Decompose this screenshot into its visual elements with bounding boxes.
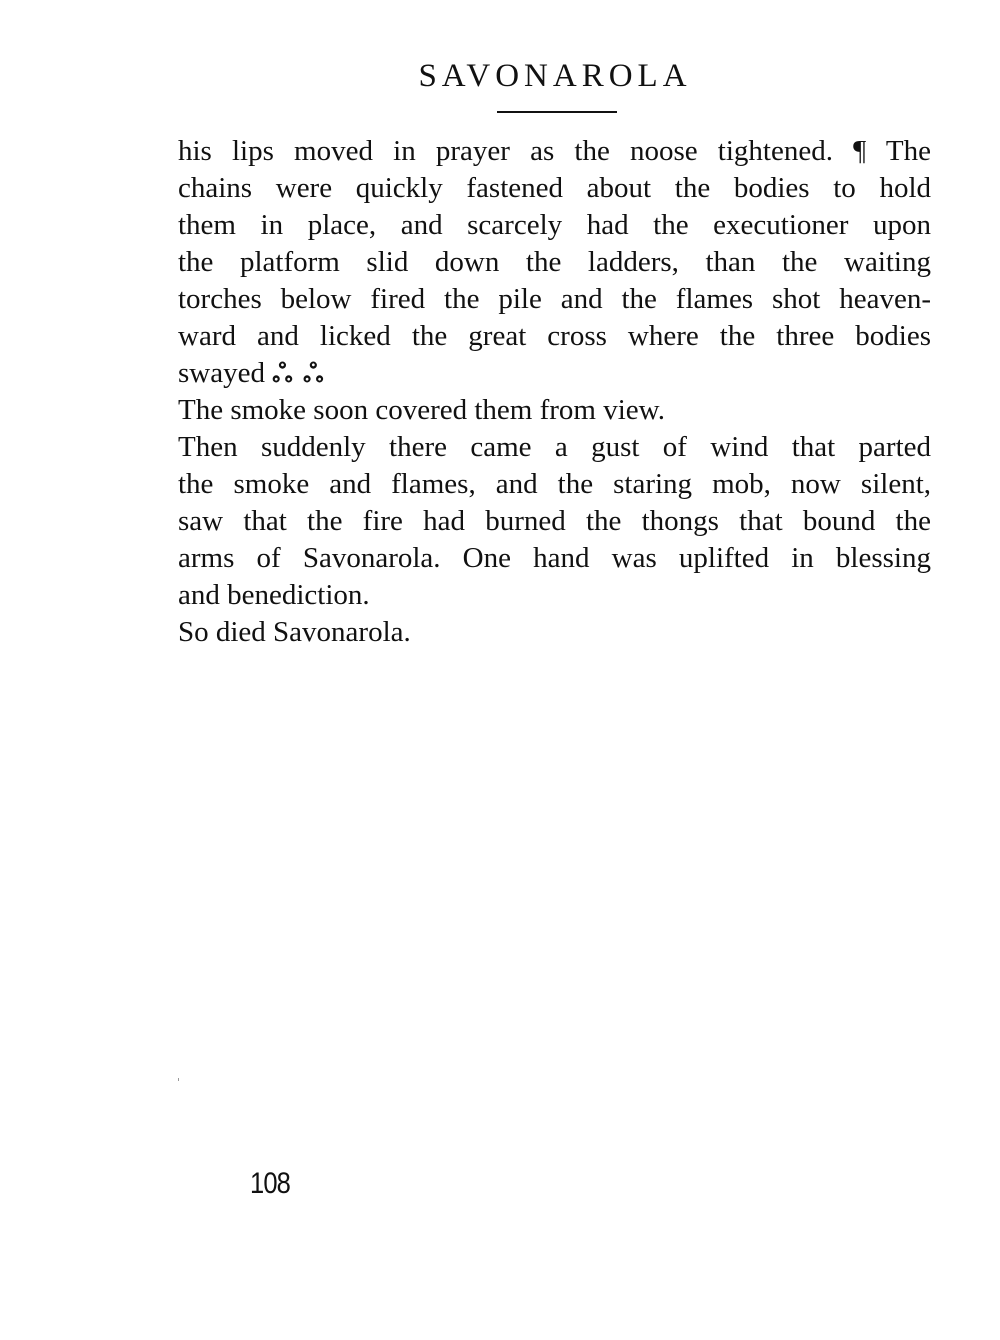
text-line-10: the smoke and flames, and the staring mob, now silent, [178,468,931,500]
text-line-3: them in place, and scarcely had the executioner upon [178,209,931,241]
text-line-6: ward and licked the great cross where the three bodies [178,320,931,352]
page-speck [178,1078,179,1081]
running-head: SAVONAROLA [418,58,692,94]
text-line-1: his lips moved in prayer as the noose tightened. ¶ The [178,135,931,167]
text-line-9: Then suddenly there came a gust of wind that parted [178,431,931,463]
header-rule [497,111,617,113]
text-line-14: So died Savonarola. [178,616,411,648]
page-number: 108 [250,1167,291,1200]
text-line-7 [178,355,931,392]
text-line-4: the platform slid down the ladders, than the waiting [178,246,931,278]
body-text [178,133,931,651]
text-line-7-words: swayed [178,357,265,389]
ornament-icon: ஃ ஃ [272,359,326,388]
text-line-5: torches below fired the pile and the flames shot heaven- [178,283,931,315]
text-line-12: arms of Savonarola. One hand was uplifted in blessing [178,542,931,574]
text-line-11: saw that the fire had burned the thongs that bound the [178,505,931,537]
text-line-8: The smoke soon covered them from view. [178,394,665,426]
text-line-13: and benediction. [178,579,370,611]
text-line-2: chains were quickly fastened about the bodies to hold [178,172,931,204]
